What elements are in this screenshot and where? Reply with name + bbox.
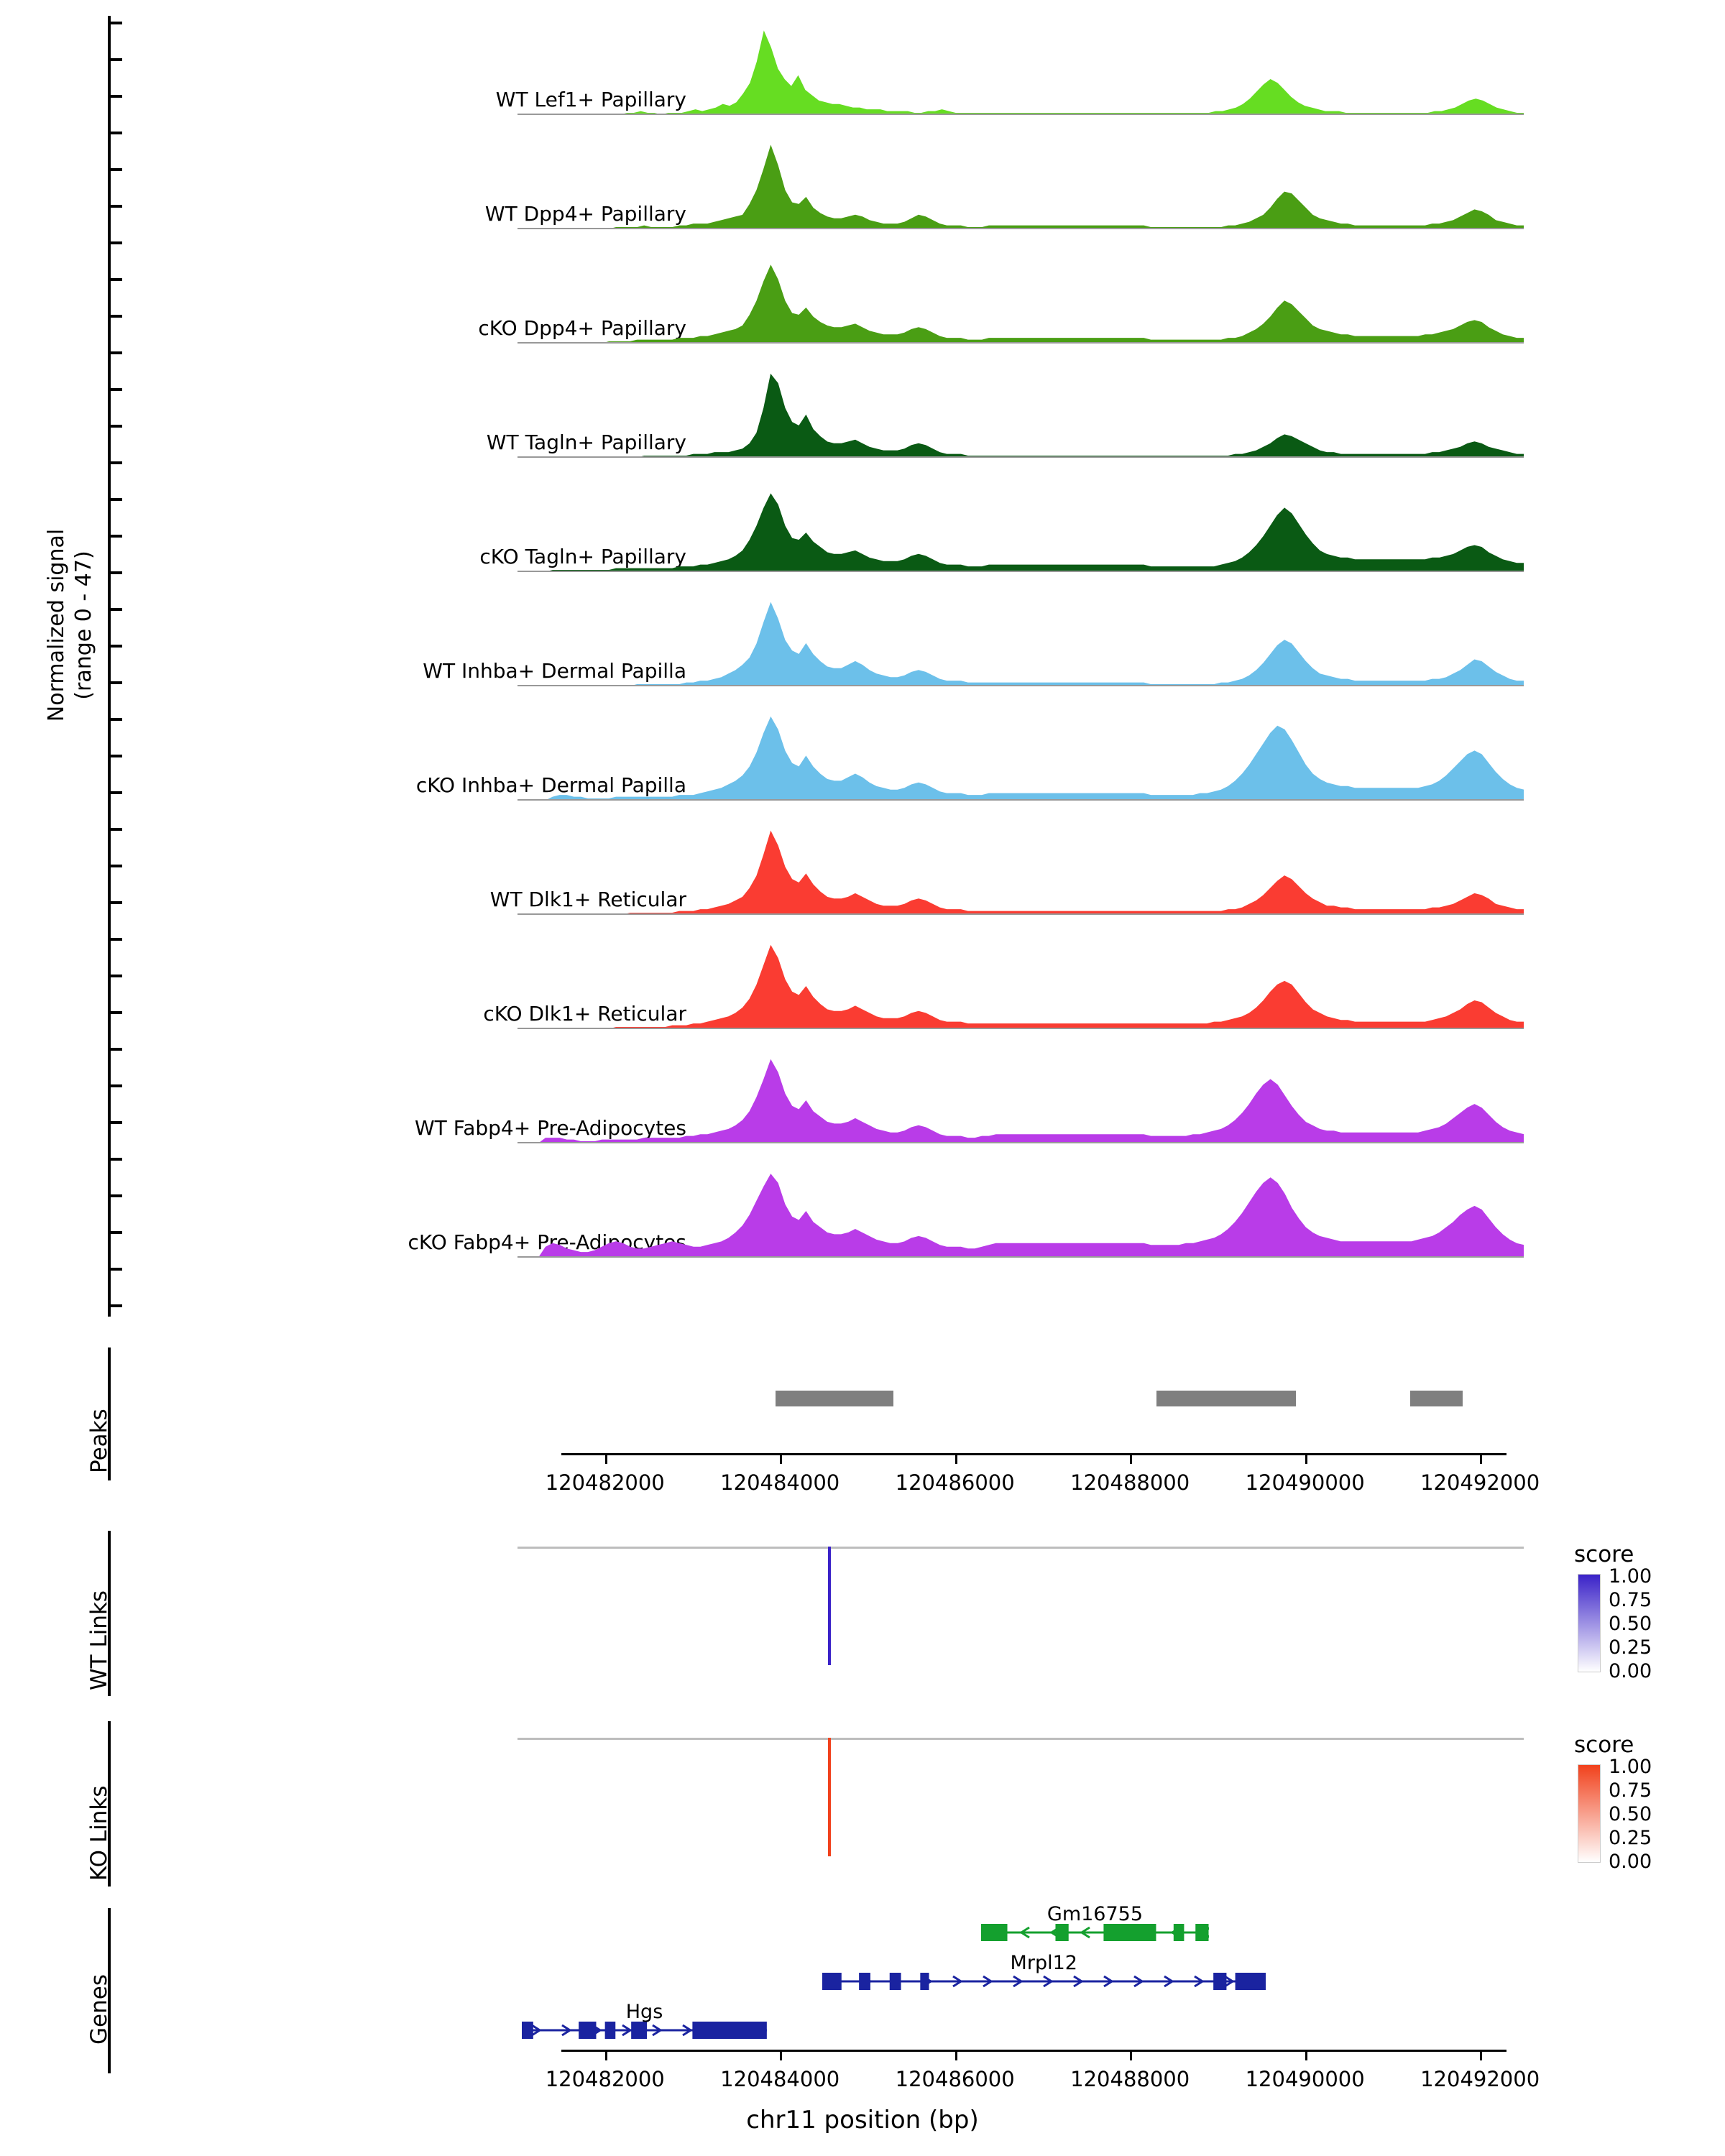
coverage-track-plot [518,257,1524,344]
coverage-track-label: WT Dlk1+ Reticular [489,888,686,911]
axis-tick-mark [109,22,122,24]
x-axis-line [561,2050,1506,2052]
coverage-track-plot [518,1171,1524,1258]
ko-links-legend-tick-label: 0.00 [1609,1851,1652,1873]
ko-links-legend-title: score [1574,1732,1634,1758]
wt-links-legend-tick-label: 1.00 [1609,1565,1652,1588]
axis-tick-mark [109,498,122,501]
wt-links-legend-tick-label: 0.00 [1609,1660,1652,1682]
axis-tick-mark [109,95,122,98]
wt-links-legend-tick-label: 0.50 [1609,1613,1652,1635]
coverage-track [0,1057,1725,1143]
coverage-track [0,257,1725,344]
x-axis-tick [1480,1455,1482,1464]
link-line [828,1738,831,1856]
coverage-track-label: WT Inhba+ Dermal Papilla [423,659,686,683]
axis-tick-mark [109,168,122,171]
peaks-section-label: Peaks [86,1409,112,1473]
axis-tick-mark [109,1304,122,1307]
coverage-track-plot [518,943,1524,1029]
x-axis-tick [1305,2052,1307,2060]
coverage-baseline [518,685,1524,686]
coverage-baseline [518,1142,1524,1143]
axis-tick-mark [109,791,122,794]
axis-tick-mark [109,58,122,61]
axis-tick-mark [109,351,122,354]
wt-links-legend-gradient [1578,1574,1601,1672]
axis-tick-mark [109,718,122,721]
ko-links-legend-tick-label: 0.25 [1609,1827,1652,1849]
coverage-track-plot [518,29,1524,115]
coverage-track-label: WT Tagln+ Papillary [486,430,686,454]
axis-tick-mark [109,1194,122,1197]
x-axis-line [561,1453,1506,1455]
gene-label: Mrpl12 [1010,1952,1077,1974]
axis-tick-mark [109,1048,122,1051]
x-axis-tick-label: 120486000 [895,2067,1015,2091]
axis-tick-mark [109,645,122,648]
ko-links-legend-tick-label: 1.00 [1609,1756,1652,1778]
axis-tick-mark [109,681,122,684]
peak-bar [776,1391,893,1406]
axis-tick-mark [109,425,122,428]
x-axis-tick [955,1455,957,1464]
x-axis-tick [780,2052,782,2060]
x-axis-tick-label: 120484000 [720,1470,840,1495]
x-axis-tick [780,1455,782,1464]
coverage-track [0,714,1725,801]
axis-tick-mark [109,865,122,867]
coverage-track [0,143,1725,229]
coverage-track [0,1171,1725,1258]
axis-tick-mark [109,901,122,904]
coverage-track-label: cKO Dlk1+ Reticular [483,1002,686,1026]
wt-links-baseline [518,1547,1524,1549]
coverage-track [0,29,1725,115]
axis-tick-mark [109,571,122,574]
coverage-track-plot [518,1057,1524,1143]
coverage-track-plot [518,829,1524,915]
coverage-track [0,829,1725,915]
axis-tick-mark [109,1084,122,1087]
axis-tick-mark [109,975,122,977]
axis-tick-mark [109,315,122,318]
x-axis-tick-label: 120488000 [1070,2067,1190,2091]
axis-tick-mark [109,1231,122,1234]
coverage-track [0,600,1725,686]
wt-links-legend-title: score [1574,1542,1634,1567]
y-axis-label-line1: Normalized signal [44,528,69,722]
x-axis-tick-label: 120490000 [1245,2067,1365,2091]
wt-links-section-label: WT Links [86,1590,112,1690]
coverage-baseline [518,342,1524,344]
coverage-track [0,486,1725,572]
y-axis-label-line2: (range 0 - 47) [70,550,96,700]
coverage-baseline [518,114,1524,115]
peak-bar [1410,1391,1463,1406]
coverage-track-plot [518,372,1524,458]
wt-links-legend-tick-label: 0.75 [1609,1589,1652,1611]
axis-tick-mark [109,1268,122,1271]
axis-tick-mark [109,1011,122,1014]
x-axis-title: chr11 position (bp) [746,2106,979,2134]
axis-tick-mark [109,608,122,611]
coverage-track-label: cKO Fabp4+ Pre-Adipocytes [408,1230,686,1254]
ko-links-legend-gradient [1578,1764,1601,1863]
coverage-baseline [518,456,1524,458]
x-axis-tick-label: 120486000 [895,1470,1015,1495]
axis-tick-mark [109,755,122,757]
axis-tick-mark [109,388,122,391]
gene-label: Hgs [625,2001,663,2023]
link-line [828,1547,831,1665]
gene-label: Gm16755 [1046,1903,1144,1925]
x-axis-tick [1480,2052,1482,2060]
coverage-baseline [518,228,1524,229]
coverage-track [0,372,1725,458]
coverage-track-label: WT Dpp4+ Papillary [484,202,686,226]
axis-tick-mark [109,1121,122,1124]
genes-section-label: Genes [86,1974,112,2045]
x-axis-tick [955,2052,957,2060]
coverage-baseline [518,1256,1524,1258]
coverage-track-label: WT Fabp4+ Pre-Adipocytes [415,1116,686,1140]
ko-links-baseline [518,1738,1524,1740]
x-axis-tick [1305,1455,1307,1464]
coverage-track [0,943,1725,1029]
coverage-baseline [518,913,1524,915]
axis-tick-mark [109,241,122,244]
x-axis-tick-label: 120482000 [545,2067,665,2091]
coverage-track-label: cKO Inhba+ Dermal Papilla [415,773,686,797]
x-axis-tick [1130,1455,1132,1464]
coverage-track-label: cKO Tagln+ Papillary [479,545,686,568]
x-axis-tick-label: 120490000 [1245,1470,1365,1495]
axis-tick-mark [109,132,122,134]
ko-links-legend-tick-label: 0.75 [1609,1779,1652,1802]
ko-links-section-label: KO Links [86,1785,112,1881]
coverage-baseline [518,571,1524,572]
coverage-track-plot [518,714,1524,801]
x-axis-tick-label: 120492000 [1420,1470,1540,1495]
axis-tick-mark [109,205,122,208]
coverage-baseline [518,799,1524,801]
axis-tick-mark [109,461,122,464]
x-axis-tick-label: 120492000 [1420,2067,1540,2091]
ko-links-legend-tick-label: 0.50 [1609,1803,1652,1825]
axis-tick-mark [109,938,122,941]
coverage-track-plot [518,486,1524,572]
x-axis-tick-label: 120482000 [545,1470,665,1495]
axis-tick-mark [109,828,122,831]
peak-bar [1156,1391,1297,1406]
axis-tick-mark [109,535,122,538]
axis-tick-mark [109,1158,122,1161]
x-axis-tick [605,2052,607,2060]
coverage-track-label: WT Lef1+ Papillary [495,88,686,111]
coverage-track-plot [518,143,1524,229]
x-axis-tick [1130,2052,1132,2060]
axis-tick-mark [109,278,122,281]
wt-links-legend-tick-label: 0.25 [1609,1636,1652,1659]
x-axis-tick [605,1455,607,1464]
coverage-track-label: cKO Dpp4+ Papillary [478,316,686,340]
x-axis-tick-label: 120484000 [720,2067,840,2091]
x-axis-tick-label: 120488000 [1070,1470,1190,1495]
coverage-baseline [518,1028,1524,1029]
coverage-track-plot [518,600,1524,686]
